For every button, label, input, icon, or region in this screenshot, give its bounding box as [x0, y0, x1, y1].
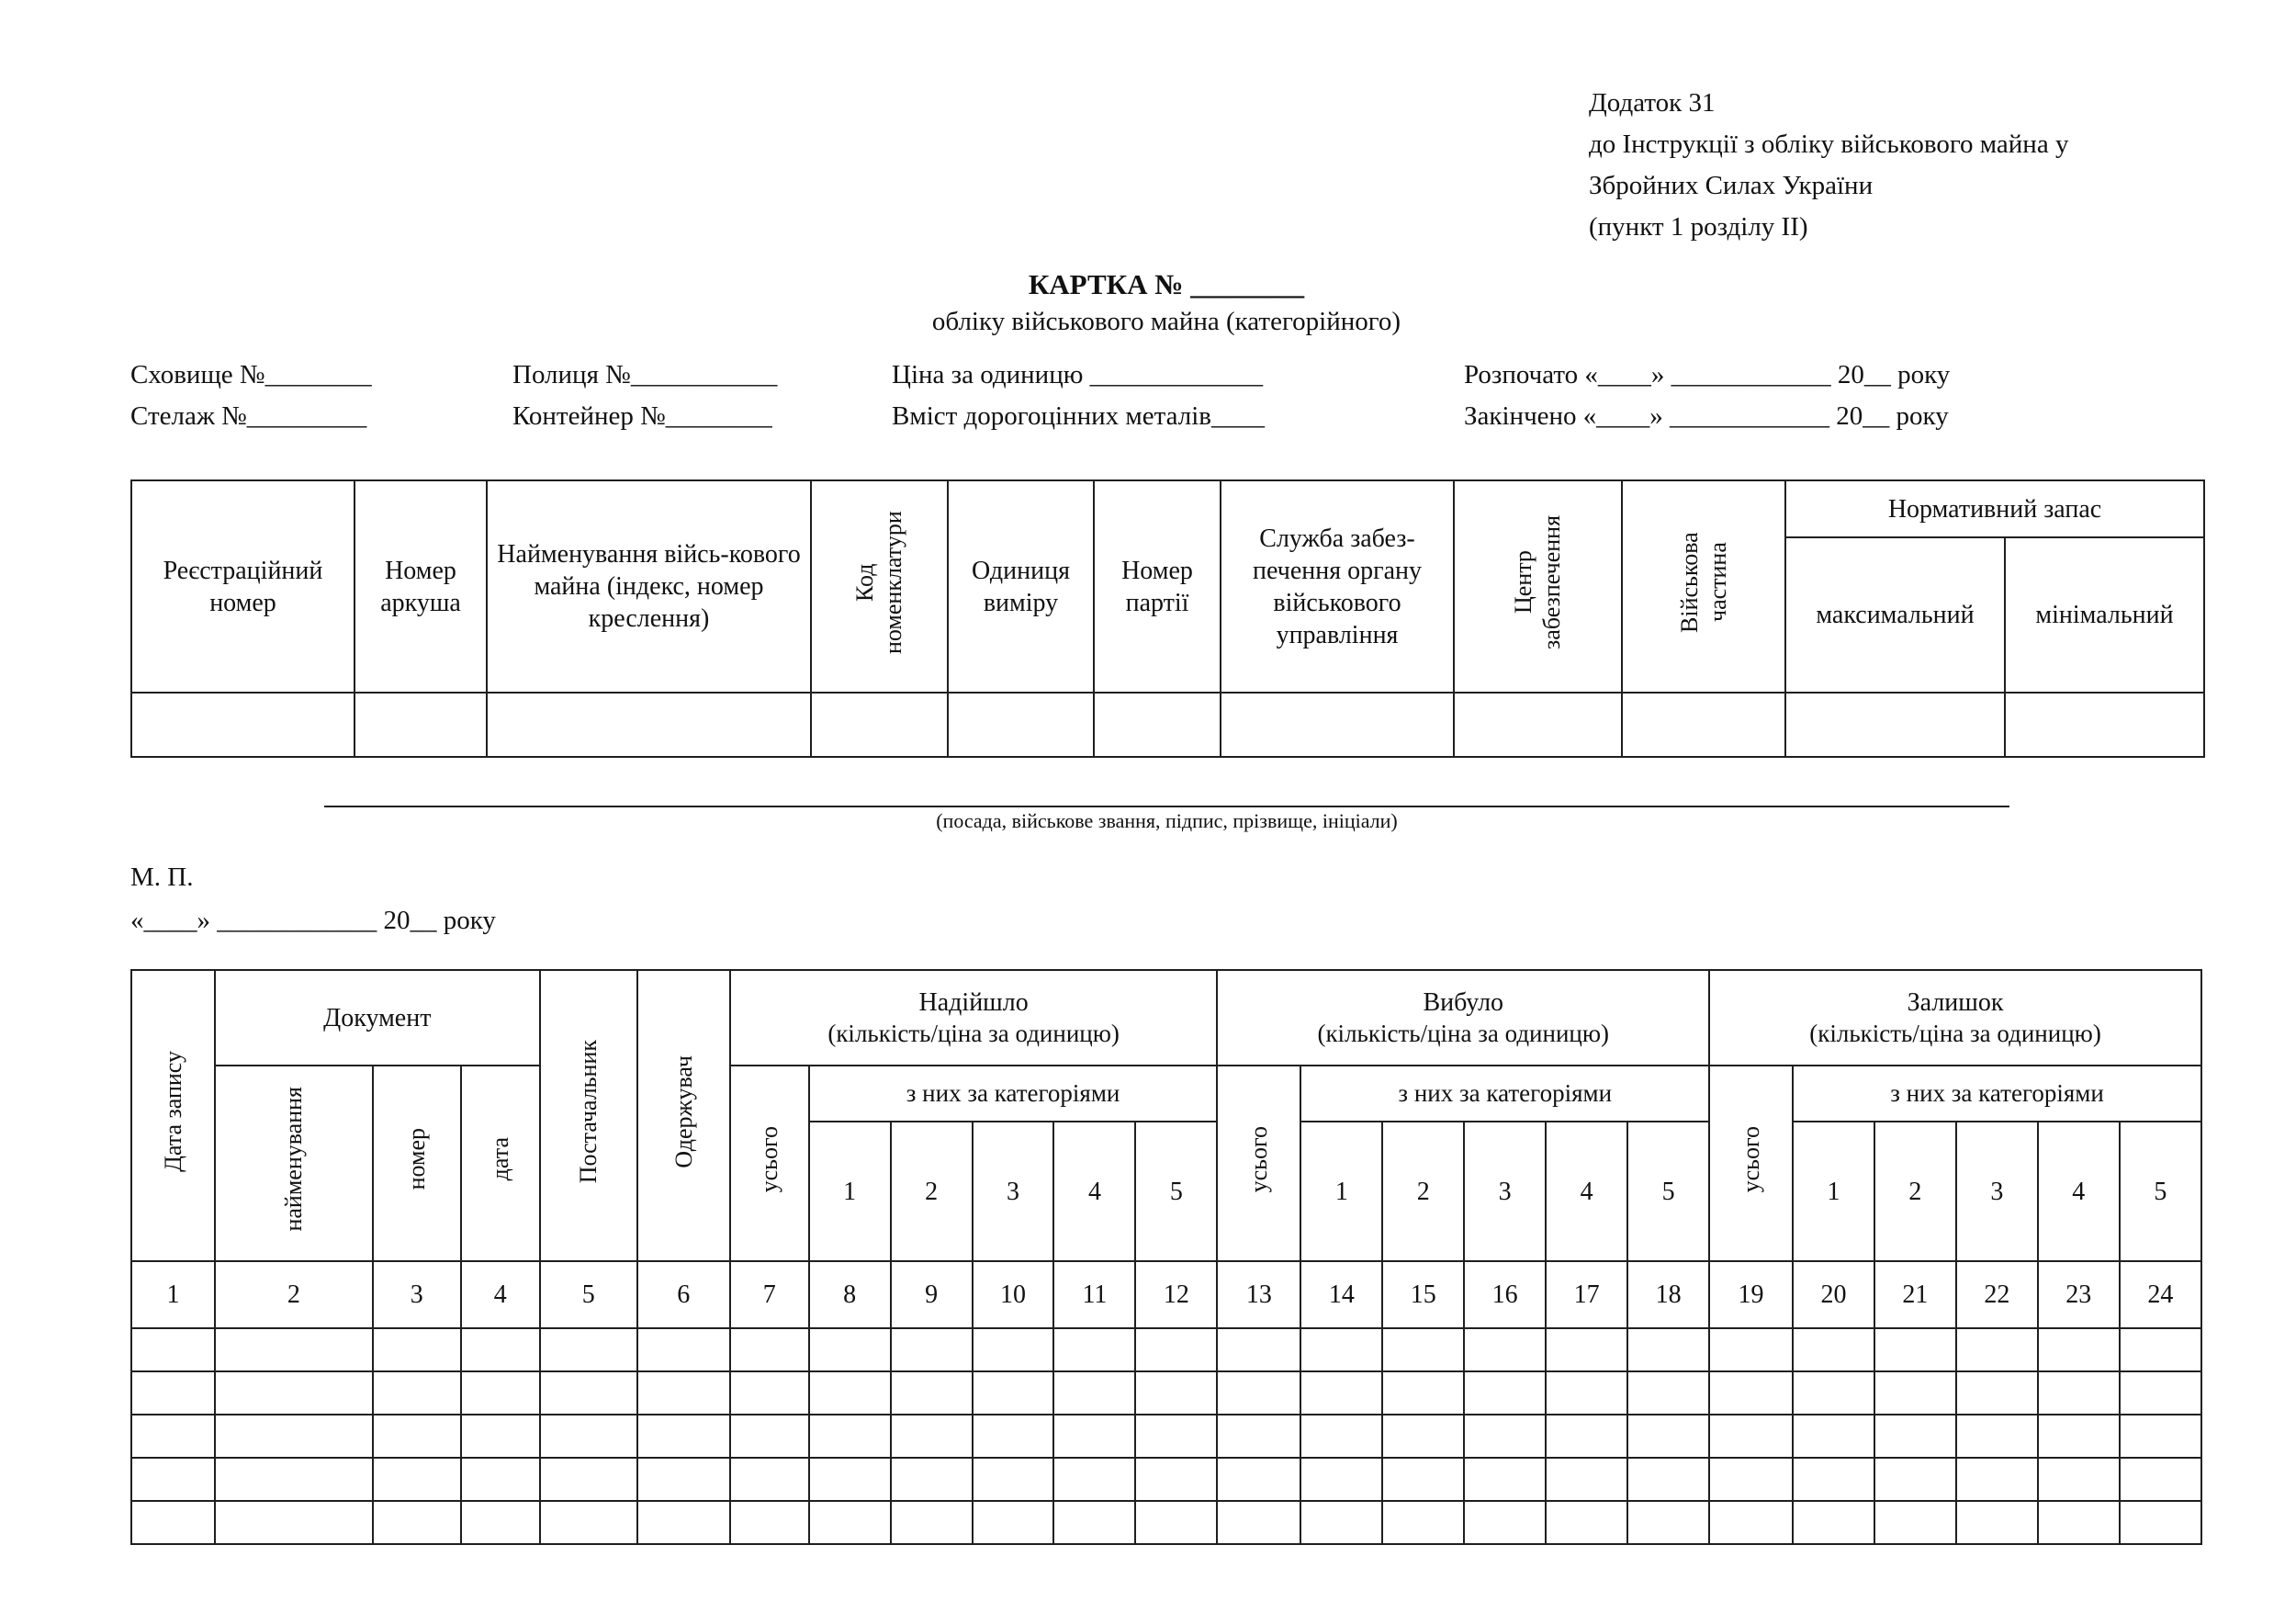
- header-doc-name: [215, 1066, 373, 1261]
- empty-cell: [891, 1328, 973, 1371]
- header-issued-by-categories: з них за категоріями: [1300, 1066, 1709, 1122]
- column-number-cell: 21: [1874, 1261, 1956, 1328]
- empty-cell: [2038, 1415, 2120, 1458]
- header-supplier: [540, 970, 637, 1261]
- empty-cell: [1464, 1501, 1546, 1544]
- header-max-stock: максимальний: [1785, 537, 2005, 693]
- empty-cell: [1793, 1328, 1874, 1371]
- empty-cell: [215, 1501, 373, 1544]
- doc-date-vertical-label: дата: [487, 1137, 514, 1181]
- empty-cell: [1053, 1458, 1135, 1501]
- appendix-line: (пункт 1 розділу II): [1589, 212, 1808, 242]
- header-issued-group: [1217, 970, 1709, 1066]
- empty-cell: [891, 1501, 973, 1544]
- empty-cell: [1135, 1501, 1217, 1544]
- field-finished-date: Закінчено «____» ____________ 20__ року: [1464, 401, 1949, 431]
- empty-cell: [973, 1371, 1054, 1415]
- empty-cell: [1709, 1328, 1793, 1371]
- empty-record-row: [131, 1415, 2201, 1458]
- balance-total-vertical-label: усього: [1737, 1125, 1764, 1193]
- empty-cell: [1300, 1371, 1382, 1415]
- column-number-cell: 24: [2120, 1261, 2201, 1328]
- card-subtitle: обліку військового майна (категорійного): [931, 307, 1401, 336]
- empty-cell: [1382, 1415, 1464, 1458]
- empty-cell: [1053, 1371, 1135, 1415]
- empty-record-row: [131, 1458, 2201, 1501]
- empty-cell: [215, 1371, 373, 1415]
- empty-cell: [637, 1415, 730, 1458]
- category-number-cell: 5: [2120, 1122, 2201, 1261]
- t1-empty-row: [131, 693, 2204, 757]
- empty-cell: [973, 1328, 1054, 1371]
- header-issued-total: [1217, 1066, 1300, 1261]
- column-number-cell: 20: [1793, 1261, 1874, 1328]
- empty-cell: [1300, 1328, 1382, 1371]
- empty-cell: [973, 1501, 1054, 1544]
- empty-cell: [131, 1371, 215, 1415]
- empty-cell: [891, 1415, 973, 1458]
- column-number-cell: 23: [2038, 1261, 2120, 1328]
- empty-cell: [215, 1328, 373, 1371]
- empty-cell: [540, 1458, 637, 1501]
- empty-cell: [373, 1371, 461, 1415]
- category-number-cell: 5: [1627, 1122, 1709, 1261]
- empty-cell: [1874, 1328, 1956, 1371]
- empty-cell: [373, 1328, 461, 1371]
- supplier-vertical-label: Постачальник: [575, 1039, 602, 1184]
- property-header-table: [130, 479, 2205, 758]
- field-row: [130, 355, 2202, 396]
- empty-cell: [1053, 1415, 1135, 1458]
- empty-cell: [1382, 1458, 1464, 1501]
- appendix-line: Додаток 31: [1589, 88, 1716, 118]
- t1-empty-cell: [2005, 693, 2204, 757]
- t1-empty-cell: [1454, 693, 1622, 757]
- column-number-cell: 12: [1135, 1261, 1217, 1328]
- empty-cell: [973, 1415, 1054, 1458]
- header-property-name: Найменування війсь-кового майна (індекс, номер креслення): [487, 480, 811, 693]
- empty-cell: [730, 1371, 809, 1415]
- field-rack-number: Стелаж №_________: [130, 401, 367, 431]
- header-reg-number: Реєстраційний номер: [131, 480, 355, 693]
- empty-cell: [1956, 1371, 2038, 1415]
- column-number-cell: 18: [1627, 1261, 1709, 1328]
- empty-record-row: [131, 1371, 2201, 1415]
- header-batch-number: Номер партії: [1094, 480, 1221, 693]
- header-sheet-number: Номер аркуша: [355, 480, 487, 693]
- header-unit-of-measure: Одиниця виміру: [948, 480, 1094, 693]
- category-number-cell: 2: [1382, 1122, 1464, 1261]
- empty-cell: [461, 1371, 540, 1415]
- column-number-cell: 15: [1382, 1261, 1464, 1328]
- t1-empty-cell: [1221, 693, 1454, 757]
- empty-cell: [1053, 1328, 1135, 1371]
- empty-cell: [1217, 1328, 1300, 1371]
- category-number-cell: 5: [1135, 1122, 1217, 1261]
- doc-name-vertical-label: найменування: [280, 1087, 308, 1232]
- category-number-cell: 1: [809, 1122, 891, 1261]
- header-received-total: [730, 1066, 809, 1261]
- column-number-cell: 19: [1709, 1261, 1793, 1328]
- issued-title: Вибуло: [1423, 987, 1504, 1017]
- empty-cell: [1874, 1415, 1956, 1458]
- column-number-cell: 8: [809, 1261, 891, 1328]
- empty-cell: [1464, 1371, 1546, 1415]
- empty-cell: [1300, 1501, 1382, 1544]
- empty-cell: [1464, 1415, 1546, 1458]
- balance-subtitle: (кількість/ціна за одиницю): [1809, 1019, 2101, 1047]
- empty-cell: [1874, 1458, 1956, 1501]
- empty-cell: [461, 1328, 540, 1371]
- t1-empty-cell: [1622, 693, 1785, 757]
- header-supply-service: Служба забез-печення органу військового управління: [1221, 480, 1454, 693]
- empty-cell: [1874, 1371, 1956, 1415]
- column-number-cell: 7: [730, 1261, 809, 1328]
- empty-cell: [809, 1415, 891, 1458]
- field-storage-number: Сховище №________: [130, 360, 372, 389]
- field-started-date: Розпочато «____» ____________ 20__ року: [1464, 360, 1951, 389]
- empty-cell: [1464, 1458, 1546, 1501]
- empty-cell: [1709, 1501, 1793, 1544]
- column-number-cell: 16: [1464, 1261, 1546, 1328]
- empty-cell: [730, 1328, 809, 1371]
- empty-cell: [730, 1501, 809, 1544]
- empty-cell: [1135, 1415, 1217, 1458]
- supply-center-vertical-label: Центр забезпечення: [1510, 514, 1566, 650]
- signature-caption: (посада, військове звання, підпис, прізвище, ініціали): [936, 809, 1398, 832]
- received-total-vertical-label: усього: [756, 1125, 783, 1193]
- receiver-vertical-label: Одержувач: [670, 1054, 697, 1168]
- empty-cell: [131, 1501, 215, 1544]
- empty-cell: [2038, 1458, 2120, 1501]
- field-shelf-number: Полиця №___________: [512, 360, 778, 389]
- column-number-cell: 1: [131, 1261, 215, 1328]
- empty-cell: [730, 1415, 809, 1458]
- empty-cell: [1382, 1371, 1464, 1415]
- t1-header-row-1: [131, 480, 2204, 537]
- header-document: Документ: [215, 970, 540, 1066]
- appendix-line: Збройних Силах України: [1589, 171, 1874, 200]
- balance-title: Залишок: [1907, 987, 2004, 1017]
- military-unit-vertical-label: Військова частина: [1675, 532, 1731, 633]
- empty-cell: [1217, 1415, 1300, 1458]
- empty-cell: [1382, 1328, 1464, 1371]
- empty-cell: [461, 1501, 540, 1544]
- t1-empty-cell: [811, 693, 948, 757]
- empty-cell: [1464, 1328, 1546, 1371]
- column-number-cell: 6: [637, 1261, 730, 1328]
- empty-cell: [637, 1371, 730, 1415]
- empty-cell: [891, 1371, 973, 1415]
- header-record-date: [131, 970, 215, 1261]
- empty-cell: [1300, 1415, 1382, 1458]
- form-content: [130, 83, 2202, 1545]
- category-number-cell: 2: [891, 1122, 973, 1261]
- signature-block: [324, 806, 2009, 835]
- empty-cell: [1709, 1371, 1793, 1415]
- category-number-cell: 1: [1793, 1122, 1874, 1261]
- header-supply-center: [1454, 480, 1622, 693]
- empty-cell: [2038, 1371, 2120, 1415]
- empty-cell: [373, 1415, 461, 1458]
- empty-cell: [1053, 1501, 1135, 1544]
- empty-cell: [1709, 1415, 1793, 1458]
- empty-record-row: [131, 1501, 2201, 1544]
- column-number-cell: 14: [1300, 1261, 1382, 1328]
- empty-cell: [1874, 1501, 1956, 1544]
- empty-cell: [637, 1328, 730, 1371]
- category-number-cell: 4: [1546, 1122, 1627, 1261]
- issued-total-vertical-label: усього: [1245, 1125, 1273, 1193]
- t2-header-row-2: [131, 1066, 2201, 1122]
- empty-cell: [1546, 1371, 1627, 1415]
- empty-cell: [540, 1415, 637, 1458]
- category-number-cell: 4: [2038, 1122, 2120, 1261]
- empty-cell: [2120, 1458, 2201, 1501]
- empty-cell: [373, 1458, 461, 1501]
- empty-cell: [373, 1501, 461, 1544]
- header-balance-group: [1709, 970, 2201, 1066]
- t1-empty-cell: [1785, 693, 2005, 757]
- t1-empty-cell: [1094, 693, 1221, 757]
- empty-cell: [1627, 1371, 1709, 1415]
- field-container-number: Контейнер №________: [512, 401, 772, 431]
- empty-cell: [1135, 1371, 1217, 1415]
- empty-cell: [131, 1415, 215, 1458]
- empty-cell: [1135, 1458, 1217, 1501]
- empty-record-row: [131, 1328, 2201, 1371]
- empty-cell: [1793, 1371, 1874, 1415]
- category-number-cell: 4: [1053, 1122, 1135, 1261]
- empty-cell: [891, 1458, 973, 1501]
- empty-cell: [1546, 1328, 1627, 1371]
- empty-cell: [809, 1371, 891, 1415]
- header-military-unit: [1622, 480, 1785, 693]
- empty-cell: [2120, 1501, 2201, 1544]
- field-unit-price: Ціна за одиницю _____________: [892, 360, 1264, 389]
- empty-cell: [215, 1458, 373, 1501]
- appendix-note: [1589, 83, 2202, 248]
- stamp-place: М. П.: [130, 863, 194, 892]
- t1-empty-cell: [487, 693, 811, 757]
- t1-empty-cell: [131, 693, 355, 757]
- empty-cell: [1217, 1501, 1300, 1544]
- empty-cell: [2120, 1328, 2201, 1371]
- column-number-cell: 2: [215, 1261, 373, 1328]
- empty-cell: [461, 1458, 540, 1501]
- header-min-stock: мінімальний: [2005, 537, 2204, 693]
- record-table-body: [131, 1261, 2201, 1544]
- header-fields: [130, 355, 2202, 437]
- received-title: Надійшло: [918, 987, 1029, 1017]
- empty-cell: [540, 1501, 637, 1544]
- t1-empty-cell: [948, 693, 1094, 757]
- empty-cell: [540, 1328, 637, 1371]
- empty-cell: [1627, 1328, 1709, 1371]
- empty-cell: [2038, 1328, 2120, 1371]
- appendix-line: до Інструкції з обліку військового майна у: [1589, 130, 2069, 159]
- empty-cell: [2038, 1501, 2120, 1544]
- header-received-group: [730, 970, 1218, 1066]
- category-number-cell: 3: [1956, 1122, 2038, 1261]
- nomenclature-code-vertical-label: Код номенклатури: [851, 511, 907, 654]
- empty-cell: [1546, 1501, 1627, 1544]
- empty-cell: [1793, 1501, 1874, 1544]
- empty-cell: [1793, 1458, 1874, 1501]
- empty-cell: [1546, 1415, 1627, 1458]
- field-row: [130, 396, 2202, 437]
- record-table: [130, 969, 2202, 1545]
- empty-cell: [2120, 1371, 2201, 1415]
- category-number-cell: 2: [1874, 1122, 1956, 1261]
- column-number-cell: 9: [891, 1261, 973, 1328]
- empty-cell: [1300, 1458, 1382, 1501]
- empty-cell: [973, 1458, 1054, 1501]
- empty-cell: [131, 1458, 215, 1501]
- empty-cell: [730, 1458, 809, 1501]
- header-doc-date: [461, 1066, 540, 1261]
- column-number-cell: 22: [1956, 1261, 2038, 1328]
- empty-cell: [1627, 1415, 1709, 1458]
- received-subtitle: (кількість/ціна за одиницю): [827, 1019, 1120, 1047]
- category-number-cell: 1: [1300, 1122, 1382, 1261]
- date-line: «____» ____________ 20__ року: [130, 906, 496, 935]
- empty-cell: [1627, 1501, 1709, 1544]
- empty-cell: [1217, 1458, 1300, 1501]
- empty-cell: [809, 1328, 891, 1371]
- empty-cell: [1627, 1458, 1709, 1501]
- empty-cell: [540, 1371, 637, 1415]
- empty-cell: [1709, 1458, 1793, 1501]
- record-date-vertical-label: Дата запису: [159, 1051, 186, 1172]
- card-title: КАРТКА № ________: [1028, 268, 1305, 300]
- header-balance-total: [1709, 1066, 1793, 1261]
- header-balance-by-categories: з них за категоріями: [1793, 1066, 2201, 1122]
- header-nomenclature-code: [811, 480, 948, 693]
- category-number-cell: 3: [1464, 1122, 1546, 1261]
- empty-cell: [1217, 1371, 1300, 1415]
- column-number-cell: 11: [1053, 1261, 1135, 1328]
- empty-cell: [461, 1415, 540, 1458]
- column-number-cell: 17: [1546, 1261, 1627, 1328]
- empty-cell: [809, 1501, 891, 1544]
- empty-cell: [1956, 1415, 2038, 1458]
- empty-cell: [131, 1328, 215, 1371]
- column-number-cell: 13: [1217, 1261, 1300, 1328]
- empty-cell: [1382, 1501, 1464, 1544]
- empty-cell: [1135, 1328, 1217, 1371]
- category-number-cell: 3: [973, 1122, 1054, 1261]
- field-precious-metals: Вміст дорогоцінних металів____: [892, 401, 1265, 431]
- header-doc-number: [373, 1066, 461, 1261]
- column-number-cell: 3: [373, 1261, 461, 1328]
- column-numbers-row: [131, 1261, 2201, 1328]
- empty-cell: [1546, 1458, 1627, 1501]
- empty-cell: [1793, 1415, 1874, 1458]
- empty-cell: [1956, 1328, 2038, 1371]
- empty-cell: [215, 1415, 373, 1458]
- t2-header-row-1: [131, 970, 2201, 1066]
- empty-cell: [2120, 1415, 2201, 1458]
- empty-cell: [809, 1458, 891, 1501]
- empty-cell: [1956, 1501, 2038, 1544]
- header-normative-stock: Нормативний запас: [1785, 480, 2204, 537]
- header-receiver: [637, 970, 730, 1261]
- doc-number-vertical-label: номер: [403, 1128, 431, 1190]
- empty-cell: [637, 1501, 730, 1544]
- empty-cell: [637, 1458, 730, 1501]
- header-received-by-categories: з них за категоріями: [809, 1066, 1218, 1122]
- t1-empty-cell: [355, 693, 487, 757]
- column-number-cell: 4: [461, 1261, 540, 1328]
- column-number-cell: 5: [540, 1261, 637, 1328]
- issued-subtitle: (кількість/ціна за одиницю): [1317, 1019, 1610, 1047]
- empty-cell: [1956, 1458, 2038, 1501]
- column-number-cell: 10: [973, 1261, 1054, 1328]
